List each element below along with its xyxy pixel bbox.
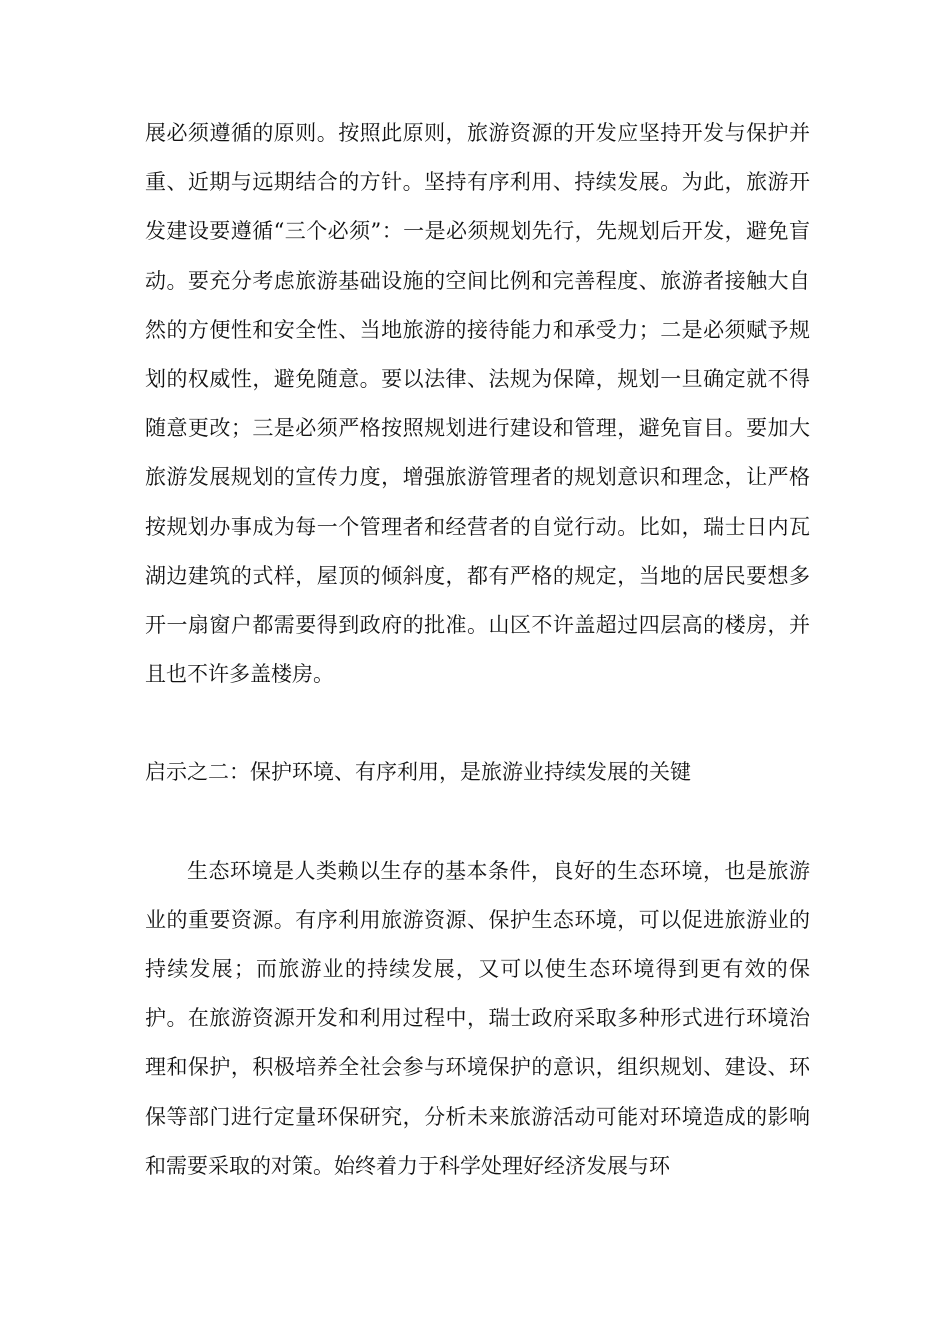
section-heading: 启示之二：保护环境、有序利用，是旅游业持续发展的关键 — [145, 760, 691, 785]
body-paragraph-1: 展必须遵循的原则。按照此原则，旅游资源的开发应坚持开发与保护并重、近期与远期结合的方针。坚持有序利用、持续发展。为此，旅游开发建设要遵循“三个必须”：一是必须规划先行，先规划后开发，避免盲动。要充分考虑旅游基础设施的空间比例和完善程度、旅游者接触大自然的方便性和安全性、当地旅游的接待能力和承受力；二是必须赋予规划的权威性，避免随意。要以法律、法规为保障，规划一旦确定就不得随意更改；三是必须严格按照规划进行建设和管理，避免盲目。要加大旅游发展规划的宣传力度，增强旅游管理者的规划意识和理念，让严格按规划办事成为每一个管理者和经营者的自觉行动。比如，瑞士日内瓦湖边建筑的式样，屋顶的倾斜度，都有严格的规定，当地的居民要想多开一扇窗户都需要得到政府的批准。山区不许盖超过四层高的楼房，并且也不许多盖楼房。 — [145, 121, 810, 687]
body-paragraph-2: 生态环境是人类赖以生存的基本条件，良好的生态环境，也是旅游业的重要资源。有序利用旅游资源、保护生态环境，可以促进旅游业的持续发展；而旅游业的持续发展，又可以使生态环境得到更有效的保护。在旅游资源开发和利用过程中，瑞士政府采取多种形式进行环境治理和保护，积极培养全社会参与环境保护的意识，组织规划、建设、环保等部门进行定量环保研究，分析未来旅游活动可能对环境造成的影响和需要采取的对策。始终着力于科学处理好经济发展与环 — [145, 858, 810, 1178]
document-body — [145, 109, 810, 1191]
